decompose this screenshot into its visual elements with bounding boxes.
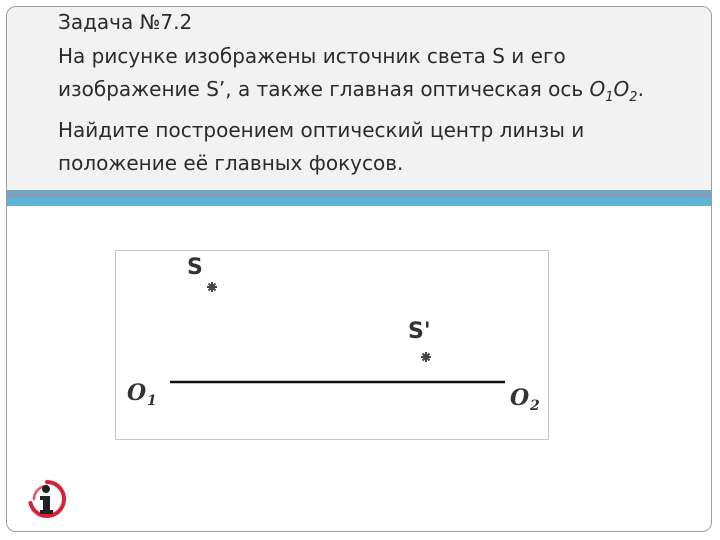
image-point-marker <box>421 352 431 362</box>
info-logo-icon <box>24 476 70 522</box>
prompt-text-end: . Найдите построением оптический центр линзы и положение её главных фокусов. <box>58 77 644 175</box>
problem-statement <box>58 40 698 180</box>
svg-text:O: O <box>127 380 147 406</box>
figure-border <box>116 251 549 440</box>
header-divider-light <box>7 198 711 206</box>
axis-o2-label: $O_2$ <box>613 77 638 105</box>
header-divider-dark <box>7 190 711 198</box>
axis-o1-label: $O_1$ <box>589 77 614 105</box>
optics-figure <box>115 250 549 440</box>
svg-text:1: 1 <box>147 393 157 409</box>
image-label: S' <box>408 319 431 344</box>
optics-diagram <box>115 250 549 440</box>
svg-text:2: 2 <box>530 398 540 414</box>
slide-title: Задача №7.2 <box>58 10 193 34</box>
source-label: S <box>187 255 203 280</box>
svg-text:O: O <box>510 385 530 411</box>
prompt-text-start: На рисунке изображены источник света S и его изображение S’, а также главная оптическая ось <box>58 44 590 101</box>
source-point-marker <box>207 282 217 292</box>
